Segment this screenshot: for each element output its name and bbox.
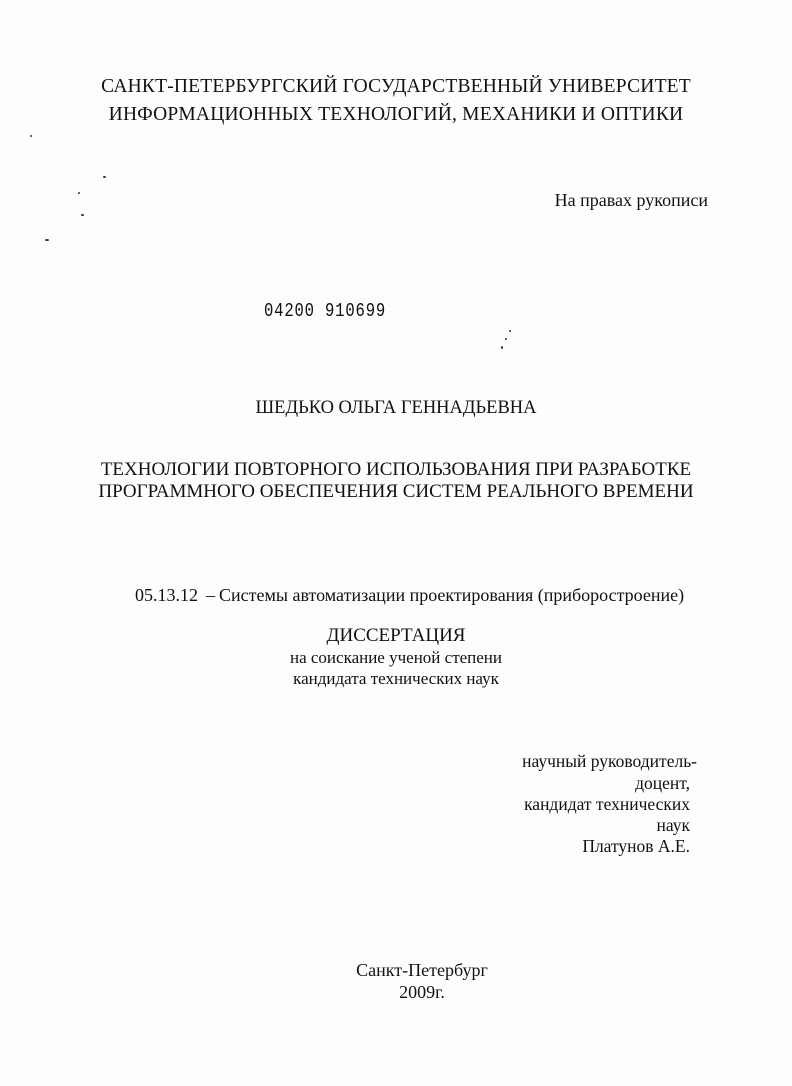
university-name-line2: ИНФОРМАЦИОННЫХ ТЕХНОЛОГИЙ, МЕХАНИКИ И ОПТИКИ (108, 104, 684, 125)
supervisor-degree-line1: кандидат технических (524, 794, 690, 814)
city: Санкт-Петербург (356, 960, 488, 980)
specialty-name: Системы автоматизации проектирования (приборостроение) (219, 585, 685, 605)
specialty-dash: – (206, 585, 215, 605)
scan-speck (509, 330, 511, 332)
archive-number: 04200 910699 (264, 300, 387, 322)
thesis-title-line2: ПРОГРАММНОГО ОБЕСПЕЧЕНИЯ СИСТЕМ РЕАЛЬНОГО ВРЕМЕНИ (98, 481, 694, 502)
supervisor-rank: доцент, (635, 773, 690, 793)
scan-speck (81, 214, 84, 216)
scan-speck (45, 239, 49, 241)
supervisor-name: Платунов А.Е. (582, 836, 690, 856)
supervisor-role: научный руководитель- (522, 751, 697, 771)
author-name: ШЕДЬКО ОЛЬГА ГЕННАДЬЕВНА (255, 398, 537, 418)
degree-line1: на соискание ученой степени (289, 648, 503, 667)
scan-speck (103, 176, 106, 178)
thesis-title-line1: ТЕХНОЛОГИИ ПОВТОРНОГО ИСПОЛЬЗОВАНИЯ ПРИ РАЗРАБОТКЕ (100, 459, 692, 480)
scan-speck (505, 338, 507, 340)
supervisor-degree-line2: наук (656, 815, 690, 835)
scan-speck (78, 192, 80, 194)
degree-line2: кандидата технических наук (293, 669, 499, 688)
specialty-code: 05.13.12 (135, 585, 198, 605)
manuscript-rights-note: На правах рукописи (554, 190, 708, 210)
university-name-line1: САНКТ-ПЕТЕРБУРГСКИЙ ГОСУДАРСТВЕННЫЙ УНИВЕРСИТЕТ (101, 76, 691, 97)
specialty (135, 585, 684, 606)
document-type: ДИССЕРТАЦИЯ (326, 625, 466, 646)
year: 2009г. (399, 982, 445, 1002)
scan-speck (501, 346, 503, 349)
scan-speck (30, 135, 32, 137)
